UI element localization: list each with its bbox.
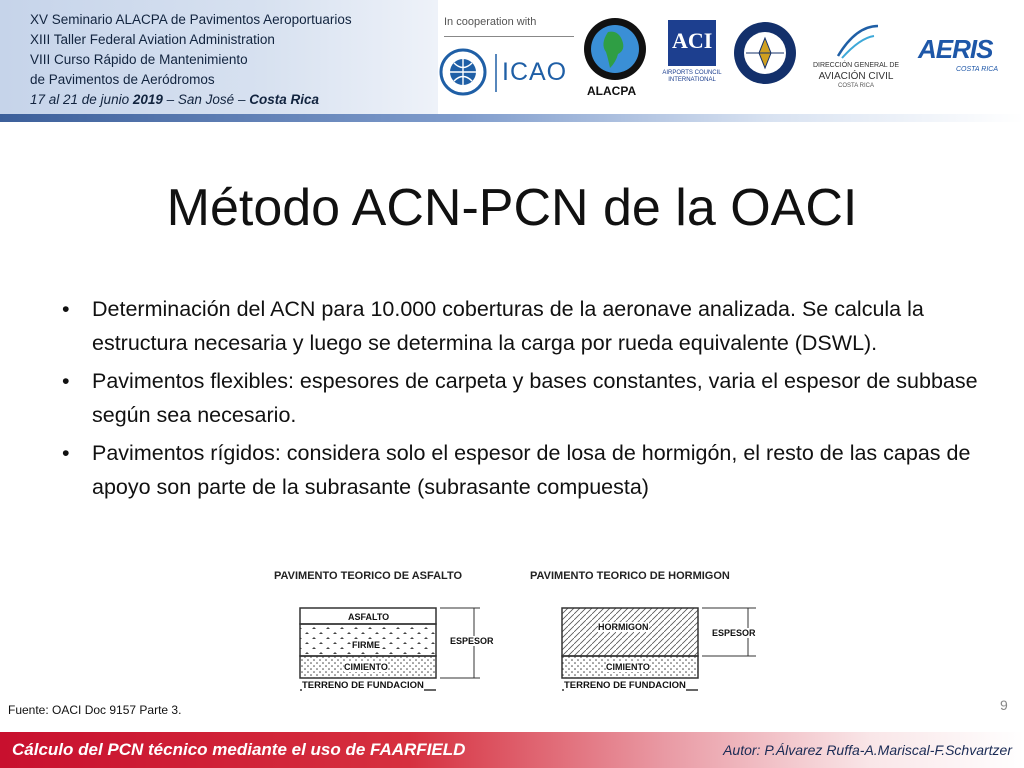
footer-course-title: Cálculo del PCN técnico mediante el uso de FAARFIELD xyxy=(12,740,466,759)
concrete-thickness-label: ESPESOR xyxy=(712,628,756,638)
icao-text: ICAO xyxy=(502,58,568,86)
asphalt-diagram-title: PAVIMENTO TEORICO DE ASFALTO xyxy=(274,570,463,582)
dates-year: 2019 xyxy=(132,92,163,107)
faa-seal-icon xyxy=(732,20,798,86)
aeris-text: AERIS xyxy=(918,34,993,64)
slide-title: Método ACN-PCN de la OACI xyxy=(166,179,858,237)
bullet-item xyxy=(62,292,982,360)
icao-logo xyxy=(436,46,566,98)
aci-text: ACI xyxy=(672,28,713,53)
event-info xyxy=(30,10,352,110)
asphalt-pavement-diagram xyxy=(268,566,508,696)
cooperation-divider xyxy=(444,36,574,37)
bullet-item xyxy=(62,436,982,504)
concrete-layer-subgrade: TERRENO DE FUNDACION xyxy=(564,680,686,691)
concrete-layer-subbase: CIMIENTO xyxy=(606,662,650,672)
faa-logo xyxy=(732,20,798,86)
asphalt-layers-drawing xyxy=(268,566,508,696)
bullet-dot: • xyxy=(62,369,70,393)
dates-city: – San José – xyxy=(162,92,250,107)
cooperation-label: In cooperation with xyxy=(444,16,537,28)
dgac-emblem-icon xyxy=(808,22,904,62)
event-line-3: VIII Curso Rápido de Mantenimiento xyxy=(30,52,248,67)
bullet-item xyxy=(62,364,982,432)
dgac-line-3: COSTA RICA xyxy=(838,83,874,89)
bullet-text: Pavimentos rígidos: considera solo el espesor de losa de hormigón, el resto de las capas de apoyo son parte de la subrasante (subrasante compuesta) xyxy=(92,441,971,499)
dates-country: Costa Rica xyxy=(249,92,319,107)
bullet-list xyxy=(62,292,982,508)
alacpa-globe-icon xyxy=(580,14,650,84)
concrete-pavement-diagram xyxy=(526,566,776,696)
concrete-layer-slab: HORMIGON xyxy=(598,622,649,632)
dgac-line-2: AVIACIÓN CIVIL xyxy=(818,71,894,82)
bullet-text: Pavimentos flexibles: espesores de carpeta y bases constantes, varia el espesor de subbase según sea necesario. xyxy=(92,369,978,427)
page-number: 9 xyxy=(1000,697,1008,713)
header-divider-bar xyxy=(0,114,1024,122)
asphalt-layer-subbase: CIMIENTO xyxy=(344,662,388,672)
aci-caption: AIRPORTS COUNCIL INTERNATIONAL xyxy=(662,70,722,83)
concrete-diagram-title: PAVIMENTO TEORICO DE HORMIGON xyxy=(530,570,730,582)
dgac-line-1: DIRECCIÓN GENERAL DE xyxy=(812,62,900,69)
event-line-4: de Pavimentos de Aeródromos xyxy=(30,72,215,87)
footer-authors: Autor: P.Álvarez Ruffa-A.Mariscal-F.Schvartzer xyxy=(723,742,1012,758)
source-citation: Fuente: OACI Doc 9157 Parte 3. xyxy=(8,703,182,717)
event-line-1: XV Seminario ALACPA de Pavimentos Aeroportuarios xyxy=(30,12,352,27)
event-line-2: XIII Taller Federal Aviation Administration xyxy=(30,32,275,47)
bullet-dot: • xyxy=(62,441,70,465)
asphalt-thickness-label: ESPESOR xyxy=(450,636,494,646)
alacpa-text: ALACPA xyxy=(587,84,637,98)
bullet-dot: • xyxy=(62,297,70,321)
event-dates xyxy=(30,90,352,110)
asphalt-layer-subgrade: TERRENO DE FUNDACION xyxy=(302,680,424,691)
aeris-subtext: COSTA RICA xyxy=(956,66,999,73)
asphalt-layer-base: FIRME xyxy=(352,640,380,650)
asphalt-layer-surface: ASFALTO xyxy=(348,612,390,622)
alacpa-logo xyxy=(580,14,650,100)
bullet-text: Determinación del ACN para 10.000 coberturas de la aeronave analizada. Se calcula la estructura necesaria y luego se determina la carga por rueda equivalente (DSWL). xyxy=(92,297,924,355)
aci-logo xyxy=(662,18,722,98)
aeris-logo xyxy=(916,34,1006,84)
dgac-logo xyxy=(808,22,904,94)
dates-text: 17 al 21 de junio xyxy=(30,92,133,107)
